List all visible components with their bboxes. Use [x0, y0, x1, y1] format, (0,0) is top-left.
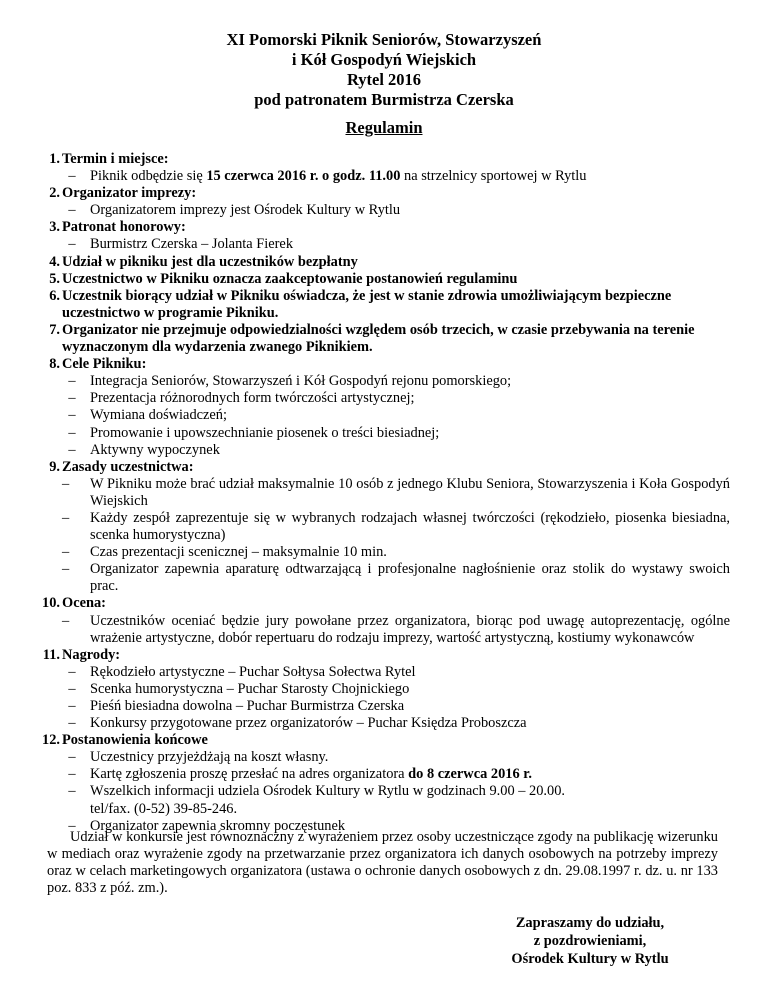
rule-section-12: [26, 732, 730, 749]
deadline-date: do 8 czerwca 2016 r.: [408, 766, 532, 783]
list-item: [26, 681, 730, 698]
list-item: [26, 425, 730, 442]
list-item: [26, 202, 730, 219]
section-number: 4.: [49, 253, 60, 270]
dash-bullet: –: [68, 817, 76, 834]
event-date: 15 czerwca 2016 r. o godz. 11.00: [206, 168, 401, 185]
section-heading: Uczestnictwo w Pikniku oznacza zaakceptowanie postanowień regulaminu: [62, 270, 518, 287]
rule-section-10: [26, 595, 730, 612]
item-text: Organizator zapewnia aparaturę odtwarzającą i profesjonalne nagłośnienie oraz stolik do wystawy swoich prac.: [90, 561, 730, 595]
list-item: [26, 783, 730, 800]
title-line: i Kół Gospodyń Wiejskich: [291, 50, 477, 69]
contact-phone: tel/fax. (0-52) 39-85-246.: [90, 800, 238, 817]
rule-section-6: [26, 288, 730, 322]
list-item: [26, 236, 730, 253]
item-text: Uczestnicy przyjeżdżają na koszt własny.: [90, 749, 329, 766]
signature-line: Zapraszamy do udziału,: [515, 915, 665, 931]
list-item: [26, 168, 730, 185]
section-heading: Ocena:: [62, 595, 106, 612]
item-text: Kartę zgłoszenia proszę przesłać na adres organizatora: [90, 766, 409, 783]
section-number: 8.: [49, 356, 60, 373]
list-item: [26, 373, 730, 390]
section-number: 12.: [42, 732, 60, 749]
dash-bullet: –: [68, 168, 76, 185]
list-item: [26, 442, 730, 459]
item-text: W Pikniku może brać udział maksymalnie 10 osób z jednego Klubu Seniora, Stowarzyszenia i Koła Gospodyń Wiejskich: [90, 475, 730, 509]
document-title: [0, 30, 768, 110]
item-text: Pieśń biesiadna dowolna – Puchar Burmistrza Czerska: [90, 698, 405, 714]
item-text: Konkursy przygotowane przez organizatorów – Puchar Księdza Proboszcza: [90, 715, 527, 732]
list-item: [26, 561, 730, 595]
regulations-heading: Regulamin: [345, 118, 423, 137]
dash-bullet: –: [62, 561, 70, 578]
item-text: Organizator zapewnia skromny poczęstunek: [90, 817, 346, 834]
section-number: 1.: [49, 151, 60, 167]
rule-section-5: [26, 271, 730, 288]
dash-bullet: –: [68, 715, 76, 732]
section-heading: Cele Pikniku:: [62, 356, 147, 373]
dash-bullet: –: [68, 441, 76, 458]
item-text: Uczestników oceniać będzie jury powołane przez organizatora, biorąc pod uwagę autoprezentację, ogólne wrażenie artystyczne, dobór repertuaru do rodzaju imprezy, wartość artystyczną, kostiumy wykonawców: [90, 612, 730, 646]
item-text: Organizatorem imprezy jest Ośrodek Kultury w Rytlu: [90, 202, 401, 219]
section-number: 7.: [49, 321, 60, 338]
section-number: 11.: [42, 646, 60, 663]
item-text: Prezentacja różnorodnych form twórczości artystycznej;: [90, 390, 415, 407]
section-heading: Zasady uczestnictwa:: [62, 458, 194, 475]
list-item: [26, 476, 730, 510]
section-heading: Nagrody:: [62, 646, 121, 663]
title-line: XI Pomorski Piknik Seniorów, Stowarzyszeń: [226, 30, 542, 49]
item-text: Aktywny wypoczynek: [90, 441, 220, 458]
dash-bullet: –: [62, 509, 70, 526]
section-number: 9.: [49, 458, 60, 475]
section-heading: Organizator imprezy:: [62, 185, 197, 202]
dash-bullet: –: [68, 373, 76, 390]
list-item: [26, 749, 730, 766]
rule-section-3: [26, 219, 730, 236]
item-text: Burmistrz Czerska – Jolanta Fierek: [90, 236, 294, 253]
section-heading: Termin i miejsce:: [62, 151, 169, 167]
item-text: Wszelkich informacji udziela Ośrodek Kultury w Rytlu w godzinach 9.00 – 20.00.: [90, 783, 566, 800]
dash-bullet: –: [68, 424, 76, 441]
item-text: na strzelnicy sportowej w Rytlu: [400, 168, 587, 185]
section-heading: Postanowienia końcowe: [62, 732, 208, 749]
section-number: 3.: [49, 219, 60, 236]
section-heading: Patronat honorowy:: [62, 219, 186, 236]
list-item: [26, 715, 730, 732]
list-item: [26, 698, 730, 715]
dash-bullet: –: [62, 475, 70, 492]
dash-bullet: –: [62, 612, 70, 629]
list-item: [26, 613, 730, 647]
list-item: [26, 544, 730, 561]
rule-section-8: [26, 356, 730, 373]
rules-list: [26, 151, 730, 835]
closing-paragraph: Udział w konkursie jest równoznaczny z wyrażeniem przez osoby uczestniczące zgody na publikację wizerunku w mediach oraz wyrażenie zgody na przetwarzanie przez organizatora ich danych osobowych na potrzeby imprezy oraz w celach marketingowych organizatora (ustawa o ochronie danych osobowych z dn. 29.08.1997 r. dz. u. nr 133 poz. 833 z póź. zm.).: [47, 829, 718, 897]
list-item: [26, 664, 730, 681]
item-text: Rękodzieło artystyczne – Puchar Sołtysa Sołectwa Rytel: [90, 663, 416, 680]
dash-bullet: –: [68, 390, 76, 407]
title-line: Rytel 2016: [346, 70, 422, 89]
signature-line: z pozdrowieniami,: [533, 933, 647, 949]
title-line: pod patronatem Burmistrza Czerska: [254, 90, 514, 109]
item-text: Każdy zespół zaprezentuje się w wybranych rodzajach własnej twórczości (rękodzieło, piosenka biesiadna, scenka humorystyczna): [90, 509, 730, 544]
dash-bullet: –: [68, 663, 76, 680]
rule-section-1: [26, 151, 730, 168]
section-heading: Uczestnik biorący udział w Pikniku oświadcza, że jest w stanie zdrowia umożliwiającym bezpieczne uczestnictwo w programie Pikniku.: [62, 287, 672, 321]
dash-bullet: –: [68, 749, 76, 766]
rule-section-2: [26, 185, 730, 202]
dash-bullet: –: [68, 766, 76, 783]
section-heading: Organizator nie przejmuje odpowiedzialności względem osób trzecich, w czasie przebywania na terenie wyznaczonym dla wydarzenia zwanego Piknikiem.: [62, 321, 695, 356]
item-text: Piknik odbędzie się: [90, 168, 207, 185]
section-number: 5.: [49, 270, 60, 287]
item-text: Integracja Seniorów, Stowarzyszeń i Kół Gospodyń rejonu pomorskiego;: [90, 373, 512, 390]
dash-bullet: –: [68, 202, 76, 219]
rule-section-7: [26, 322, 730, 356]
section-number: 2.: [49, 185, 60, 202]
dash-bullet: –: [68, 698, 76, 714]
list-item: [26, 407, 730, 424]
item-text: Wymiana doświadczeń;: [90, 407, 227, 424]
section-heading: Udział w pikniku jest dla uczestników bezpłatny: [62, 253, 358, 270]
rule-section-4: [26, 254, 730, 271]
item-text: Czas prezentacji scenicznej – maksymalnie 10 min.: [90, 544, 387, 561]
dash-bullet: –: [68, 680, 76, 697]
list-item: [26, 510, 730, 544]
section-number: 10.: [42, 595, 60, 612]
dash-bullet: –: [68, 407, 76, 424]
signature-line: Ośrodek Kultury w Rytlu: [511, 951, 669, 967]
rule-section-9: [26, 459, 730, 476]
list-item: [26, 390, 730, 407]
dash-bullet: –: [68, 236, 76, 253]
item-text: Scenka humorystyczna – Puchar Starosty Chojnickiego: [90, 680, 410, 697]
dash-bullet: –: [68, 783, 76, 800]
list-item: [26, 766, 730, 783]
section-number: 6.: [49, 287, 60, 304]
item-text: Promowanie i upowszechnianie piosenek o treści biesiadnej;: [90, 424, 440, 441]
rule-section-11: [26, 647, 730, 664]
signature-block: [486, 914, 694, 968]
dash-bullet: –: [62, 544, 70, 561]
